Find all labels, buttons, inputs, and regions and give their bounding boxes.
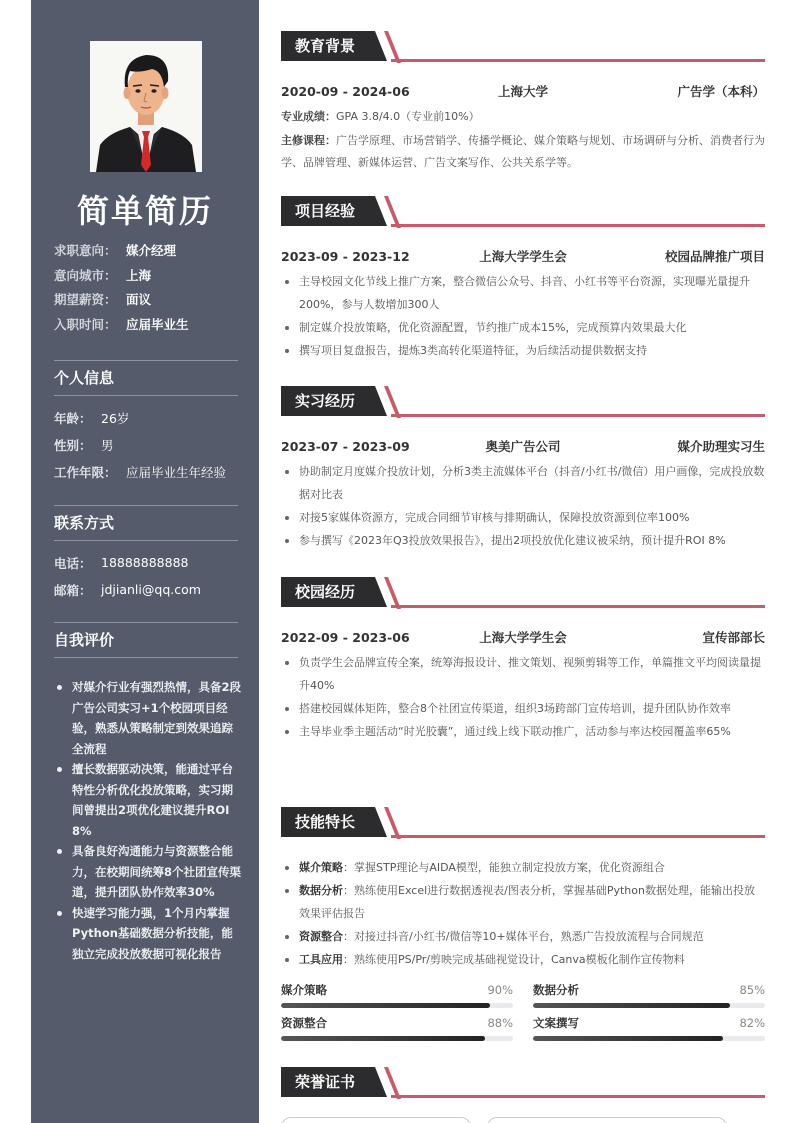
section-title: 荣誉证书 — [295, 1073, 356, 1091]
job-intent-list — [54, 238, 244, 336]
project-bullet: 主导校园文化节线上推广方案，整合微信公众号、抖音、小红书等平台资源，实现曝光量提升200%，参与人数增加300人 — [281, 270, 765, 316]
campus-bullet: 搭建校园媒体矩阵，整合8个社团宣传渠道，组织3场跨部门宣传培训，提升团队协作效率 — [281, 697, 765, 720]
accent-line — [391, 1095, 765, 1098]
section-title: 项目经验 — [295, 202, 356, 220]
courses-value: 广告学原理、市场营销学、传播学概论、媒介策略与规划、市场调研与分析、消费者行为学、品牌管理、新媒体运营、广告文案写作、公共关系学等。 — [281, 134, 765, 169]
contact-phone — [54, 549, 238, 576]
honor-card — [487, 1117, 727, 1123]
accent-line — [391, 605, 765, 608]
resume-title: 简单简历 — [76, 192, 213, 230]
campus-period: 2022-09 - 2023-06 — [281, 629, 410, 645]
skill-bullet — [281, 925, 765, 948]
info-label: 工作年限： — [54, 464, 117, 480]
campus-section — [281, 577, 765, 743]
skill-bar-percent: 82% — [739, 1016, 765, 1030]
skill-text: ：掌握STP理论与AIDA模型，能独立制定投放方案，优化资源组合 — [343, 861, 665, 874]
section-title: 实习经历 — [295, 392, 356, 410]
info-value: 应届毕业生年经验 — [126, 464, 227, 480]
intent-salary — [54, 287, 244, 312]
info-age — [54, 404, 238, 431]
internship-bullet: 参与撰写《2023年Q3投放效果报告》，提出2项投放优化建议被采纳，预计提升ROI 8% — [281, 529, 765, 552]
skill-bar-name: 数据分析 — [533, 983, 579, 997]
skill-bar-track — [281, 1003, 513, 1008]
skill-text: ：熟练使用PS/Pr/剪映完成基础视觉设计，Canva模板化制作宣传物料 — [343, 953, 685, 966]
project-org: 上海大学学生会 — [479, 249, 567, 264]
skill-label: 工具应用 — [299, 953, 343, 966]
internship-bullets — [281, 460, 765, 552]
honor-card — [281, 1117, 471, 1123]
skill-bar-name: 文案撰写 — [533, 1016, 579, 1030]
section-header — [281, 807, 765, 837]
section-header — [281, 31, 765, 61]
education-section — [281, 31, 765, 174]
skill-bar-percent: 90% — [487, 983, 513, 997]
section-title: 校园经历 — [295, 583, 356, 601]
skill-bar-fill — [533, 1036, 723, 1041]
skill-bar-name: 资源整合 — [281, 1016, 327, 1030]
skill-bar-media-strategy — [281, 981, 513, 1008]
sidebar — [31, 0, 259, 1123]
skill-bar-data-analysis — [533, 981, 765, 1008]
education-school: 上海大学 — [497, 84, 548, 99]
intent-value: 面议 — [126, 292, 152, 308]
personal-info-section — [54, 360, 238, 485]
campus-bullet: 负责学生会品牌宣传全案，统筹海报设计、推文策划、视频剪辑等工作，单篇推文平均阅读量提升40% — [281, 651, 765, 697]
skill-bar-fill — [281, 1003, 490, 1008]
contact-section — [54, 505, 238, 603]
skill-label: 资源整合 — [299, 930, 343, 943]
accent-line — [391, 224, 765, 227]
skill-bar-percent: 88% — [487, 1016, 513, 1030]
education-gpa — [281, 106, 765, 128]
contact-heading: 联系方式 — [54, 505, 238, 541]
project-bullet: 制定媒介投放策略，优化资源配置，节约推广成本15%，完成预算内效果最大化 — [281, 316, 765, 339]
intent-city — [54, 263, 244, 288]
phone-value[interactable]: 18888888888 — [101, 555, 189, 570]
skill-bar-track — [281, 1036, 513, 1041]
intent-position — [54, 238, 244, 263]
self-evaluation-item: 具备良好沟通能力与资源整合能力，在校期间统筹8个社团宣传渠道，提升团队协作效率30% — [54, 841, 244, 903]
honors-section — [281, 1067, 765, 1097]
contact-email — [54, 576, 238, 603]
skill-text: ：熟练使用Excel进行数据透视表/图表分析，掌握基础Python数据处理，能输出投放效果评估报告 — [299, 884, 755, 920]
section-title: 教育背景 — [295, 37, 356, 55]
intent-value: 应届毕业生 — [126, 316, 189, 332]
campus-role: 宣传部部长 — [702, 630, 765, 645]
campus-org: 上海大学学生会 — [479, 630, 567, 645]
self-evaluation-item: 快速学习能力强，1个月内掌握Python基础数据分析技能，能独立完成投放数据可视化报告 — [54, 903, 244, 965]
gpa-value: GPA 3.8/4.0（专业前10%） — [336, 110, 480, 123]
self-evaluation-section — [54, 622, 238, 658]
intent-value: 上海 — [126, 267, 152, 283]
skill-bar-track — [533, 1036, 765, 1041]
info-label: 年龄： — [54, 410, 92, 426]
internship-section — [281, 386, 765, 552]
internship-company: 奥美广告公司 — [485, 439, 561, 454]
skill-label: 媒介策略 — [299, 861, 343, 874]
education-courses — [281, 130, 765, 174]
skill-bar-copywriting — [533, 1014, 765, 1041]
intent-start-date — [54, 312, 244, 337]
project-period: 2023-09 - 2023-12 — [281, 248, 410, 264]
campus-row — [281, 625, 765, 649]
section-header — [281, 577, 765, 607]
section-title: 技能特长 — [295, 813, 356, 831]
honors-cards — [281, 1117, 765, 1123]
skill-bar-track — [533, 1003, 765, 1008]
info-label: 性别： — [54, 437, 92, 453]
education-period: 2020-09 - 2024-06 — [281, 83, 410, 99]
contact-label: 邮箱： — [54, 582, 92, 598]
self-evaluation-item: 擅长数据驱动决策，能通过平台特性分析优化投放策略，实习期间曾提出2项优化建议提升ROI 8% — [54, 759, 244, 841]
project-row — [281, 244, 765, 268]
internship-bullet: 对接5家媒体资源方，完成合同细节审核与排期确认，保障投放资源到位率100% — [281, 506, 765, 529]
info-value: 男 — [101, 437, 114, 453]
section-header — [281, 386, 765, 416]
skill-bar-resource-integration — [281, 1014, 513, 1041]
skill-bars — [281, 981, 765, 1041]
internship-role: 媒介助理实习生 — [677, 439, 765, 454]
project-role: 校园品牌推广项目 — [664, 249, 765, 264]
profile-photo — [90, 41, 202, 172]
info-gender — [54, 431, 238, 458]
info-value: 26岁 — [101, 410, 130, 426]
skill-bar-percent: 85% — [739, 983, 765, 997]
accent-line — [391, 59, 765, 62]
project-bullet: 撰写项目复盘报告，提炼3类高转化渠道特征，为后续活动提供数据支持 — [281, 339, 765, 362]
section-header — [281, 1067, 765, 1097]
skill-text: ：对接过抖音/小红书/微信等10+媒体平台，熟悉广告投放流程与合同规范 — [343, 930, 704, 943]
contact-label: 电话： — [54, 555, 92, 571]
project-section — [281, 196, 765, 362]
internship-period: 2023-07 - 2023-09 — [281, 438, 410, 454]
skill-bar-fill — [281, 1036, 485, 1041]
accent-line — [391, 414, 765, 417]
accent-line — [391, 835, 765, 838]
intent-value: 媒介经理 — [126, 243, 177, 259]
campus-bullets — [281, 651, 765, 743]
intent-label: 入职时间： — [54, 316, 117, 332]
intent-label: 期望薪资： — [54, 292, 117, 308]
email-value[interactable]: jdjianli@qq.com — [101, 582, 201, 597]
skill-bar-name: 媒介策略 — [281, 983, 327, 997]
gpa-label: 专业成绩： — [281, 110, 336, 123]
section-header — [281, 196, 765, 226]
personal-info-heading: 个人信息 — [54, 360, 238, 396]
education-major: 广告学（本科） — [677, 84, 765, 99]
project-bullets — [281, 270, 765, 362]
self-evaluation-item: 对媒介行业有强烈热情，具备2段广告公司实习+1个校园项目经验，熟悉从策略制定到效果追踪全流程 — [54, 677, 244, 759]
self-evaluation-list — [54, 677, 244, 964]
skill-bullet — [281, 879, 765, 925]
info-experience-years — [54, 458, 238, 485]
self-evaluation-heading: 自我评价 — [54, 622, 238, 658]
skills-section — [281, 807, 765, 971]
internship-bullet: 协助制定月度媒介投放计划，分析3类主流媒体平台（抖音/小红书/微信）用户画像，完成投放数据对比表 — [281, 460, 765, 506]
skill-label: 数据分析 — [299, 884, 343, 897]
skill-bullet — [281, 856, 765, 879]
intent-label: 求职意向： — [54, 243, 117, 259]
avatar-illustration-icon — [90, 41, 202, 172]
education-row — [281, 79, 765, 103]
skill-bar-fill — [533, 1003, 730, 1008]
campus-bullet: 主导毕业季主题活动“时光胶囊”，通过线上线下联动推广，活动参与率达校园覆盖率65% — [281, 720, 765, 743]
courses-label: 主修课程： — [281, 134, 336, 147]
skill-bullet — [281, 948, 765, 971]
internship-row — [281, 434, 765, 458]
intent-label: 意向城市： — [54, 267, 117, 283]
skills-bullets — [281, 856, 765, 971]
